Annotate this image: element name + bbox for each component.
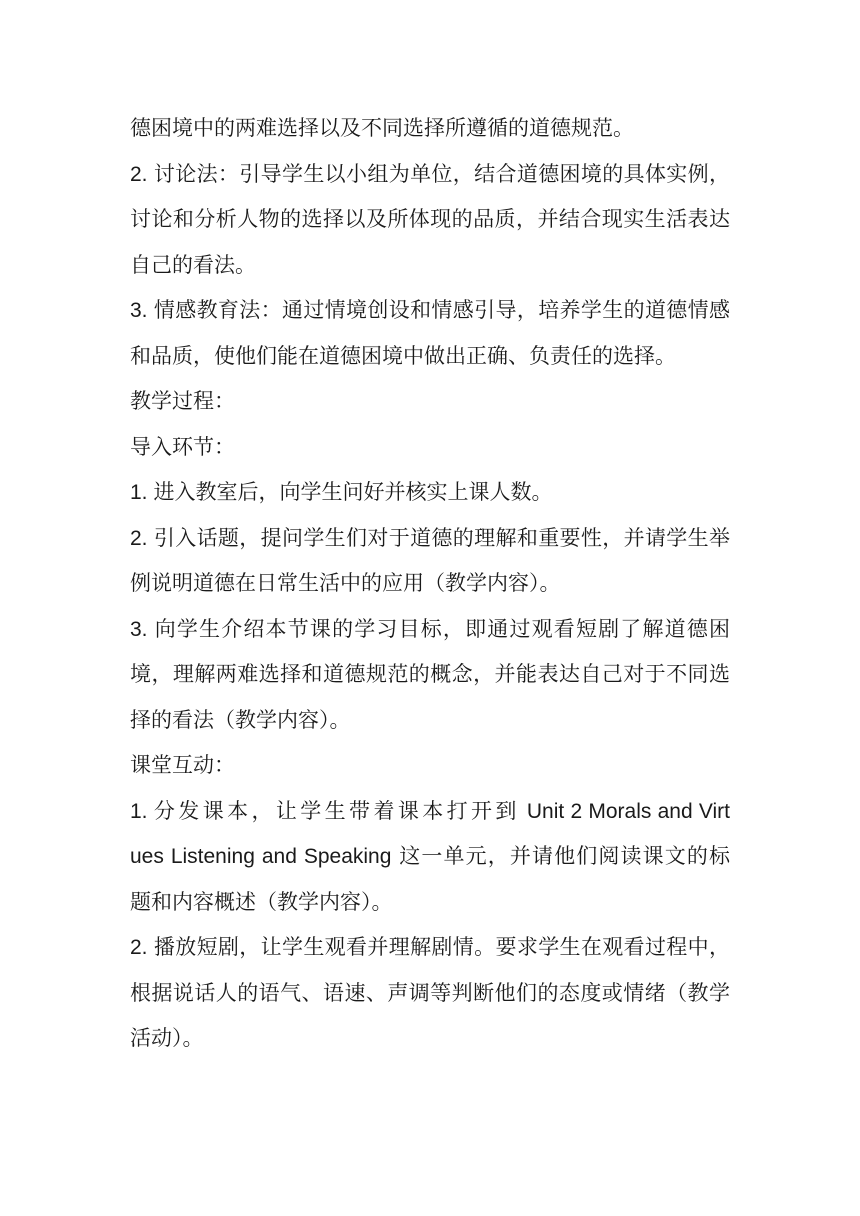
document-page	[130, 106, 730, 1062]
item-text: 向学生介绍本节课的学习目标，即通过观看短剧了解道德困境，理解两难选择和道德规范的概念，并能表达自己对于不同选择的看法（教学内容）。	[130, 616, 730, 732]
item-text: 情感教育法：通过情境创设和情感引导，培养学生的道德情感和品质，使他们能在道德困境中做出正确、负责任的选择。	[130, 298, 730, 368]
intro-item-1	[130, 470, 730, 516]
item-number: 1.	[130, 481, 148, 504]
item-text: 引入话题，提问学生们对于道德的理解和重要性，并请学生举例说明道德在日常生活中的应用（教学内容）。	[130, 525, 730, 595]
section-heading-class-interaction: 课堂互动：	[130, 753, 235, 777]
item-text: 讨论法：引导学生以小组为单位，结合道德困境的具体实例，讨论和分析人物的选择以及所体现的品质，并结合现实生活表达自己的看法。	[130, 161, 730, 277]
item-number: 2.	[130, 162, 148, 186]
item-text: 播放短剧，让学生观看并理解剧情。要求学生在观看过程中，根据说话人的语气、语速、声调等判断他们的态度或情绪（教学活动）。	[130, 935, 730, 1050]
item-number: 1.	[130, 799, 148, 823]
unit-title: Unit 2 Morals and Virtues Listening and Speaking	[130, 799, 730, 868]
item-text-continued: 这一单元，并请他们阅读课文的标题和内容概述（教学内容）。	[130, 844, 731, 914]
item-number: 3.	[130, 299, 148, 322]
section-heading-teaching-process: 教学过程：	[130, 389, 235, 413]
paragraph-methods-continued	[130, 106, 730, 152]
item-text: 分发课本，让学生带着课本打开到	[153, 798, 520, 823]
method-item-discussion	[130, 152, 730, 289]
item-number: 2.	[130, 936, 148, 959]
item-text: 进入教室后，向学生问好并核实上课人数。	[153, 480, 553, 504]
item-number: 2.	[130, 526, 148, 550]
interaction-item-2	[130, 925, 730, 1062]
intro-item-2	[130, 516, 730, 607]
method-item-emotional-education	[130, 288, 730, 379]
paragraph-text: 德困境中的两难选择以及不同选择所遵循的道德规范。	[130, 116, 634, 140]
section-heading-introduction: 导入环节：	[130, 434, 235, 459]
intro-item-3	[130, 607, 730, 744]
interaction-item-1	[130, 789, 730, 926]
item-number: 3.	[130, 617, 148, 641]
